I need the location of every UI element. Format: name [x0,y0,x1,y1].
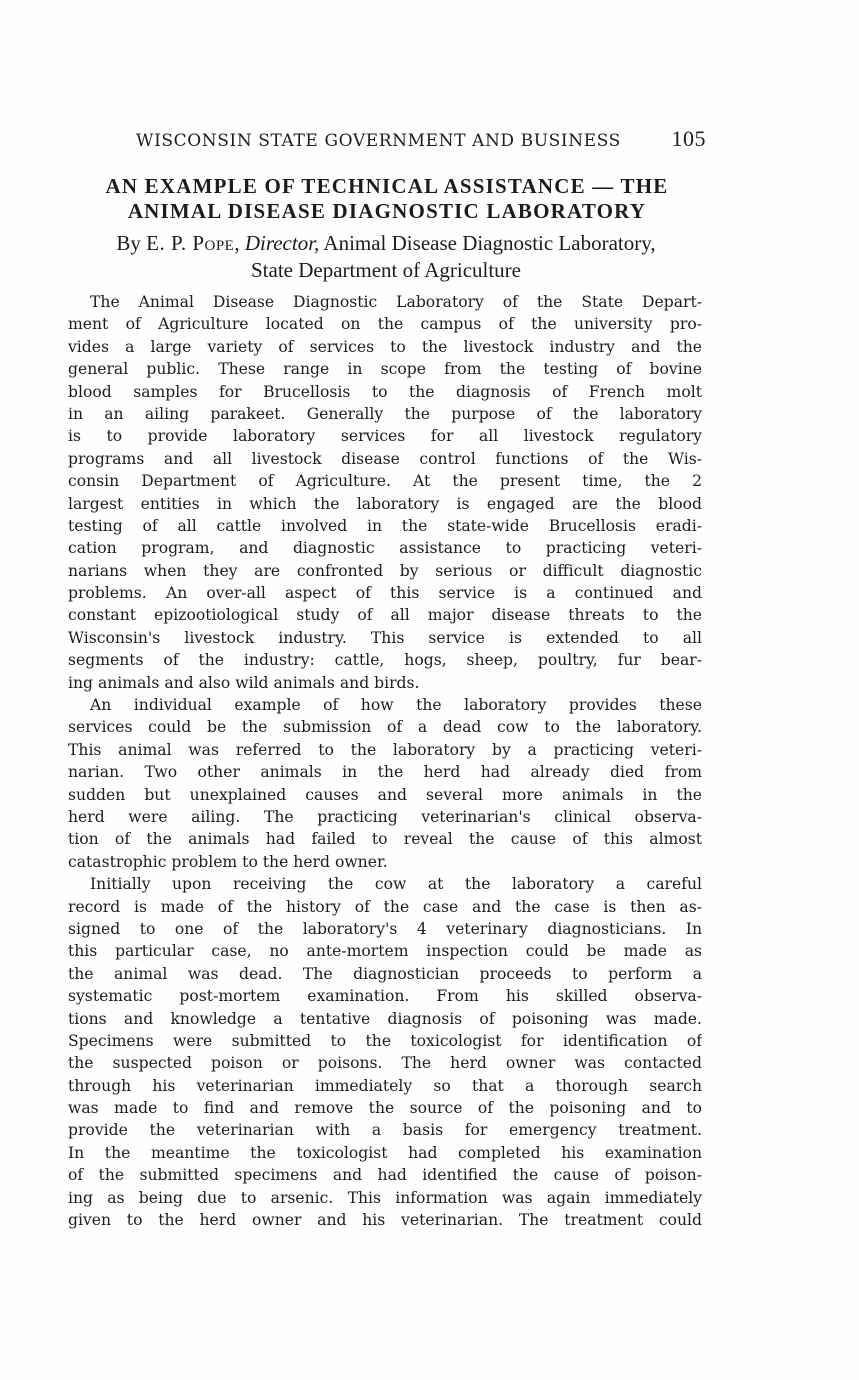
author-name: E. P. Pope [146,231,235,255]
page-number: 105 [671,126,706,151]
author-role: Director, [244,231,320,255]
text-line: through his veterinarian immediately so that a thorough search [68,1076,702,1095]
paragraph [68,873,702,1231]
text-line: provide the veterinarian with a basis for emergency treatment. [68,1121,702,1140]
text-line: ment of Agriculture located on the campus of the university pro- [68,315,702,334]
text-line: narian. Two other animals in the herd had already died from [68,763,702,782]
byline [68,230,704,284]
text-line: programs and all livestock disease control functions of the Wis- [68,449,702,468]
text-line: largest entities in which the laboratory is engaged are the blood [68,494,702,513]
text-line: the suspected poison or poisons. The herd owner was contacted [68,1054,702,1073]
running-head-title: WISCONSIN STATE GOVERNMENT AND BUSINESS [136,131,621,151]
text-line: Initially upon receiving the cow at the laboratory a careful [90,875,702,894]
text-line: An individual example of how the laboratory provides these [90,696,702,715]
text-line: testing of all cattle involved in the state-wide Brucellosis eradi- [68,516,702,535]
text-line: problems. An over-all aspect of this service is a continued and [68,584,702,603]
text-line: cation program, and diagnostic assistance to practicing veteri- [68,539,702,558]
text-line: tions and knowledge a tentative diagnosis of poisoning was made. [68,1009,702,1028]
text-line: the animal was dead. The diagnostician proceeds to perform a [68,964,702,983]
text-line: Specimens were submitted to the toxicologist for identification of [68,1031,702,1050]
text-line: This animal was referred to the laboratory by a practicing veteri- [68,740,702,759]
text-line: consin Department of Agriculture. At the present time, the 2 [68,472,702,491]
paragraph [68,291,702,694]
text-line: herd were ailing. The practicing veterinarian's clinical observa- [68,807,702,826]
text-line: in an ailing parakeet. Generally the purpose of the laboratory [68,404,702,423]
text-line: general public. These range in scope from the testing of bovine [68,360,702,379]
text-line: narians when they are confronted by serious or difficult diagnostic [68,561,702,580]
text-line: segments of the industry: cattle, hogs, sheep, poultry, fur bear- [68,651,702,670]
text-line: of the submitted specimens and had identified the cause of poison- [68,1166,702,1185]
text-line: ing animals and also wild animals and birds. [68,673,420,692]
text-line: In the meantime the toxicologist had completed his examination [68,1143,702,1162]
article-body [68,291,702,1231]
article-title [70,174,704,224]
running-head [136,126,706,154]
text-line: tion of the animals had failed to reveal the cause of this almost [68,830,702,849]
paragraph [68,694,702,873]
text-line: is to provide laboratory services for all livestock regulatory [68,427,702,446]
text-line: record is made of the history of the case and the case is then as- [68,897,702,916]
text-line: sudden but unexplained causes and several more animals in the [68,785,702,804]
byline-line-1 [68,230,704,257]
text-line: systematic post-mortem examination. From his skilled observa- [68,987,702,1006]
text-line: constant epizootiological study of all major disease threats to the [68,606,702,625]
text-line: was made to find and remove the source of the poisoning and to [68,1099,702,1118]
text-line: ing as being due to arsenic. This information was again immediately [68,1188,702,1207]
text-line: services could be the submission of a dead cow to the laboratory. [68,718,702,737]
text-line: signed to one of the laboratory's 4 veterinary diagnosticians. In [68,919,702,938]
text-line: given to the herd owner and his veterinarian. The treatment could [68,1211,702,1230]
author-affiliation: Animal Disease Diagnostic Laboratory, [319,231,656,255]
text-line: vides a large variety of services to the livestock industry and the [68,337,702,356]
text-line: blood samples for Brucellosis to the diagnosis of French molt [68,382,702,401]
text-line: The Animal Disease Diagnostic Laboratory of the State Depart- [90,293,702,311]
text-line: this particular case, no ante-mortem inspection could be made as [68,942,702,961]
text-line: catastrophic problem to the herd owner. [68,852,388,871]
article-title-line: AN EXAMPLE OF TECHNICAL ASSISTANCE — THE [105,174,669,198]
text-line: Wisconsin's livestock industry. This service is extended to all [68,628,702,647]
article-title-line: ANIMAL DISEASE DIAGNOSTIC LABORATORY [127,199,647,223]
byline-line-2: State Department of Agriculture [251,258,521,282]
byline-prefix: By [116,231,147,255]
byline-separator: , [234,231,245,255]
